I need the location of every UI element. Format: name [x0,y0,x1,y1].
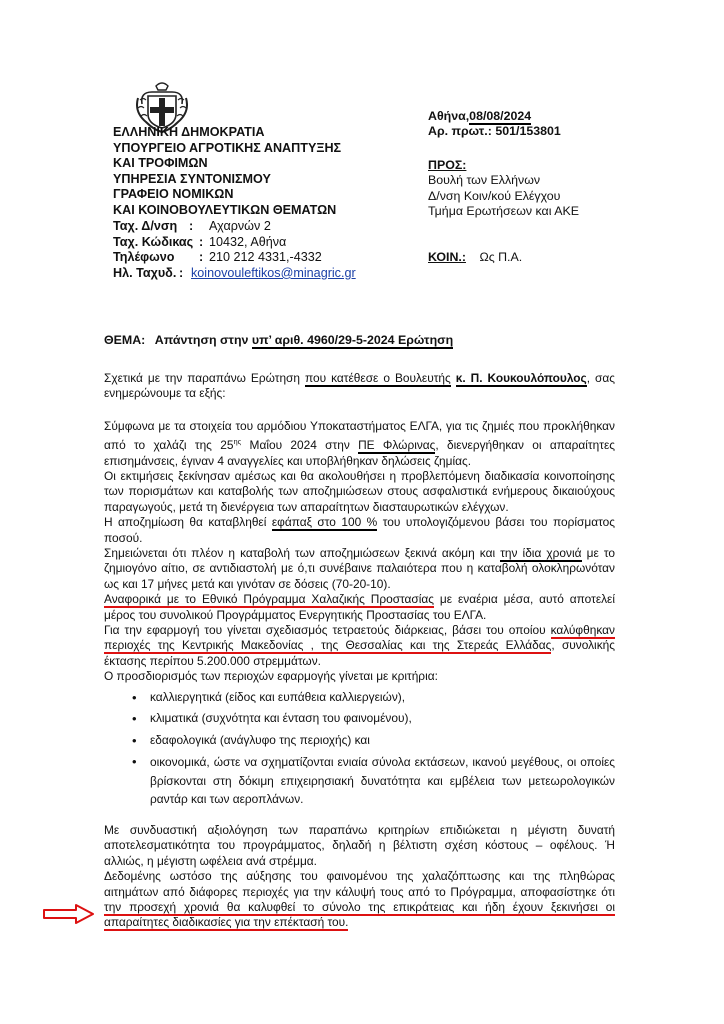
p1-d: , διενεργήθηκαν οι απαραίτητες επισημάνσεις, έγιναν 4 αναγγελίες και υποβλήθηκαν δηλώσεις ζημίας. [104,438,615,468]
address-label: Ταχ. Δ/νση [113,219,178,233]
org-line: ΚΑΙ ΚΟΙΝΟΒΟΥΛΕΥΤΙΚΩΝ ΘΕΜΑΤΩΝ [113,202,337,217]
to-label: ΠΡΟΣ: [428,158,467,172]
recipient-block [428,158,579,220]
paragraph-4 [104,546,615,592]
postal-code-label: Ταχ. Κώδικας [113,234,194,249]
org-line: ΥΠΗΡΕΣΙΑ ΣΥΝΤΟΝΙΣΜΟΥ [113,171,271,186]
address-row [113,219,356,235]
to-line: Βουλή των Ελλήνων [428,173,541,188]
subject-text [155,333,453,347]
p1-a: Σύμφωνα με τα στοιχεία του αρμόδιου Υποκαταστήματος ΕΛΓΑ, για τις ζημιές που προκλήθηκαν από το χαλάζι της 25 [104,418,615,453]
letter-body [104,371,615,931]
org-header [113,125,341,219]
p1-c: ΠΕ Φλώρινας [358,438,436,453]
address-value: Αχαρνών 2 [209,219,271,233]
postal-code-sep: : [199,234,204,249]
p3-a: Η αποζημίωση θα καταβληθεί [104,515,272,530]
list-item: • καλλιεργητικά (είδος και ευπάθεια καλλιεργειών), [150,689,615,706]
intro-a: Σχετικά με την παραπάνω Ερώτηση [104,371,305,385]
intro-d: , σας ενημερώνουμε τα εξής: [104,371,615,401]
subject-text-b: υπ’ αριθ. 4960/29-5-2024 Ερώτηση [251,333,454,347]
email-sep: : [179,265,184,280]
p4-c: με το ζημιογόνο αίτιο, σε αντιδιαστολή με ό,τι συνέβαινε παλαιότερα που η καταβολή ολοκληρωνόταν ως και 17 μήνες μετά και γινόταν σε δόσεις (70-20-10). [104,546,615,591]
subject-text-a: Απάντηση στην [154,333,252,347]
cc-label: ΚΟΙΝ.: [428,250,466,264]
phone-row [113,250,356,266]
email-label: Ηλ. Ταχυδ. [113,265,177,280]
p3-b: εφάπαξ στο 100 % [271,515,378,530]
date-line [428,109,561,124]
p4-a: Σημειώνεται ότι πλέον η καταβολή των αποζημιώσεων ξεκινά ακόμη και [104,546,501,561]
email-row [113,266,356,282]
date-value: 08/08/2024 [469,109,532,123]
criteria-list [104,689,615,809]
protocol-number: 501/153801 [495,124,561,139]
org-line: ΚΑΙ ΤΡΟΦΙΜΩΝ [113,156,208,171]
phone-sep: : [199,250,204,265]
p3-c: του υπολογιζόμενου βάσει του πορίσματος ποσού. [104,515,615,545]
p4-b: την ίδια χρονιά [500,546,582,561]
intro-b: που κατέθεσε ο Βουλευτής [305,371,451,385]
to-line: Τμήμα Ερωτήσεων και ΑΚΕ [428,204,580,219]
intro-paragraph [104,371,615,402]
date-prefix: Αθήνα, [428,109,470,123]
paragraph-9 [104,869,615,931]
p9-b: την προσεχή χρονιά θα καλυφθεί το σύνολο της επικράτειας και ήδη έχουν ξεκινήσει οι απαραίτητες διαδικασίες για την επέκτασή του. [104,900,615,930]
list-item: • οικονομικά, ώστε να σχηματίζονται ενιαία σύνολα εκτάσεων, ικανού μεγέθους, οι οποίες βρίσκονται στη δόκιμη επιχειρησιακή δυνατότητα και εμβέλεια των μετεωρολογικών ραντάρ και των αεροπλάνων. [150,753,615,809]
red-arrow-icon [42,904,96,924]
org-line: ΥΠΟΥΡΓΕΙΟ ΑΓΡΟΤΙΚΗΣ ΑΝΑΠΤΥΞΗΣ [113,140,342,155]
address-block [113,219,356,281]
postal-code-value: 10432, Αθήνα [209,234,287,249]
subject-line [104,333,453,347]
p6-c: , συνολικής έκτασης περίπου 5.200.000 στρεμμάτων. [104,638,615,668]
paragraph-3 [104,515,615,546]
paragraph-6 [104,623,615,669]
paragraph-5 [104,592,615,623]
to-line: Δ/νση Κοιν/κού Ελέγχου [428,188,561,203]
cc-block [428,250,522,265]
postal-code-row [113,235,356,251]
p1-sup: ης [233,437,242,447]
paragraph-2: Οι εκτιμήσεις ξεκίνησαν αμέσως και θα ακολουθήσει η προβλεπόμενη διαδικασία κοινοποίησης των πορισμάτων και καταβολής των αποζημιώσεων στους ασφαλιστικά ενήμερους δικαιούχους παραγωγούς, μετά τη διενέργεια των απαραίτητων διασταυρωτικών ελέγχων. [104,469,615,514]
org-line: ΕΛΛΗΝΙΚΗ ΔΗΜΟΚΡΑΤΙΑ [113,125,265,139]
mp-name: κ. Π. Κουκουλόπουλος [455,371,587,385]
email-link[interactable]: koinovouleftikos@minagric.gr [191,265,356,280]
p1-b: Μαΐου 2024 στην [241,438,359,453]
phone-value: 210 212 4331,-4332 [209,250,322,265]
p6-b: καλύφθηκαν περιοχές της Κεντρικής Μακεδονίας , της Θεσσαλίας και της Στερεάς Ελλάδας [104,623,615,653]
list-item: • κλιματικά (συχνότητα και ένταση του φαινομένου), [150,710,615,727]
subject-label: ΘΕΜΑ: [104,333,146,347]
p5-b: με εναέρια μέσα, αυτό αποτελεί μέρος του συνολικού Προγράμματος Ενεργητικής Προστασίας του ΕΛΓΑ. [104,592,616,622]
p9-a: Δεδομένης ωστόσο της αύξησης του φαινομένου της χαλαζόπτωσης και της πληθώρας αιτημάτων από διάφορες περιοχές για την κάλυψή τους από το Πρόγραμμα, αποφασίστηκε ότι [104,869,615,899]
p6-a: Για την εφαρμογή του γίνεται σχεδιασμός τετραετούς διάρκειας, βάσει του οποίου [104,623,551,638]
date-protocol-block [428,109,561,140]
protocol-line [428,124,561,139]
phone-label: Τηλέφωνο [113,250,175,265]
p5-a: Αναφορικά με το Εθνικό Πρόγραμμα Χαλαζικής Προστασίας [104,592,435,607]
paragraph-1 [104,419,615,469]
protocol-label: Αρ. πρωτ.: [428,124,492,139]
paragraph-8: Με συνδυαστική αξιολόγηση των παραπάνω κριτηρίων επιδιώκεται η μέγιστη δυνατή αποτελεσματικότητα του προγράμματος, δηλαδή η βέλτιστη σχέση κόστους – οφέλους. Ή αλλιώς, η μέγιστη ωφέλεια ανά στρέμμα. [104,822,615,868]
address-sep: : [189,219,194,233]
list-item: • εδαφολογικά (ανάγλυφο της περιοχής) και [150,732,615,749]
paragraph-7: Ο προσδιορισμός των περιοχών εφαρμογής γίνεται με κριτήρια: [104,669,438,684]
org-line: ΓΡΑΦΕΙΟ ΝΟΜΙΚΩΝ [113,187,234,202]
cc-value: Ως Π.Α. [479,250,523,264]
